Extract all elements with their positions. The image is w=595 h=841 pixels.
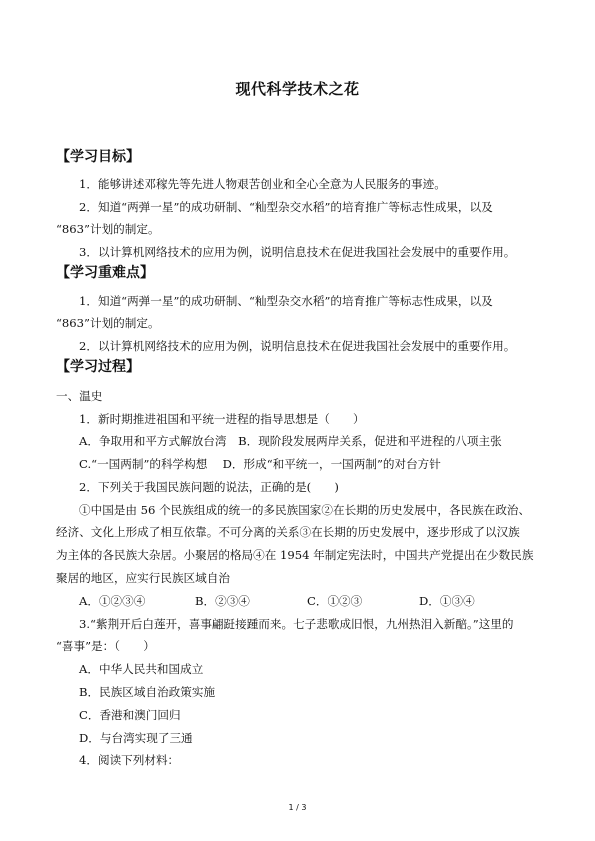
q2-body-4: 聚居的地区，应实行民族区域自治 — [56, 571, 230, 585]
keypoint-item-1-cont: “863”计划的制定。 — [56, 316, 160, 330]
q3-option-d: D．与台湾实现了三通 — [79, 731, 193, 745]
q1-option-cd: C.“一国两制”的科学构想 D．形成“和平统一，一国两制”的对台方针 — [79, 457, 441, 471]
q2-option-d: D．①③④ — [419, 594, 475, 608]
keypoint-item-2: 2．以计算机网络技术的应用为例，说明信息技术在促进我国社会发展中的重要作用。 — [79, 339, 516, 353]
q2-body-3: 为主体的各民族大杂居。小聚居的格局④在 1954 年制定宪法时，中国共产党提出在少数民族 — [56, 548, 534, 562]
goal-item-2-cont: “863”计划的制定。 — [56, 222, 160, 236]
q2-option-a: A．①②③④ — [79, 594, 146, 608]
q1-option-ab: A．争取用和平方式解放台湾 B．现阶段发展两岸关系，促进和平进程的八项主张 — [79, 434, 502, 448]
q2-option-b: B．②③④ — [195, 594, 250, 608]
q2-body-1: ①中国是由 56 个民族组成的统一的多民族国家②在长期的历史发展中，各民族在政治、 — [79, 503, 531, 517]
keypoints-heading: 【学习重难点】 — [56, 265, 154, 281]
page-title: 现代科学技术之花 — [235, 80, 360, 98]
goal-item-1: 1．能够讲述邓稼先等先进人物艰苦创业和全心全意为人民服务的事迹。 — [79, 177, 446, 191]
q4-stem: 4．阅读下列材料： — [79, 753, 180, 767]
q2-stem: 2．下列关于我国民族问题的说法，正确的是( ) — [79, 480, 339, 494]
q3-stem: 3.“紫荆开后白莲开，喜事翩跹接踵而来。七子悲歌成旧恨，九州热泪入新醅。”这里的 — [79, 617, 514, 631]
page-number: 1 / 3 — [288, 803, 307, 812]
process-subheading: 一、温史 — [56, 389, 103, 403]
q3-option-a: A．中华人民共和国成立 — [79, 662, 204, 676]
goal-item-2: 2．知道“两弹一星”的成功研制、“籼型杂交水稻”的培育推广等标志性成果，以及 — [79, 200, 493, 214]
goals-heading: 【学习目标】 — [56, 149, 140, 165]
goal-item-3: 3．以计算机网络技术的应用为例，说明信息技术在促进我国社会发展中的重要作用。 — [79, 245, 516, 259]
process-heading: 【学习过程】 — [56, 359, 140, 375]
keypoint-item-1: 1．知道“两弹一星”的成功研制、“籼型杂交水稻”的培育推广等标志性成果，以及 — [79, 294, 493, 308]
q3-option-c: C．香港和澳门回归 — [79, 708, 181, 722]
q2-body-2: 经济、文化上形成了相互依靠。不可分离的关系③在长期的历史发展中，逐步形成了以汉族 — [56, 525, 520, 539]
q1-stem: 1．新时期推进祖国和平统一进程的指导思想是（ ） — [79, 412, 365, 426]
q2-option-c: C．①②③ — [307, 594, 363, 608]
q3-stem-cont: “喜事”是：（ ） — [56, 639, 155, 653]
q3-option-b: B．民族区域自治政策实施 — [79, 685, 216, 699]
